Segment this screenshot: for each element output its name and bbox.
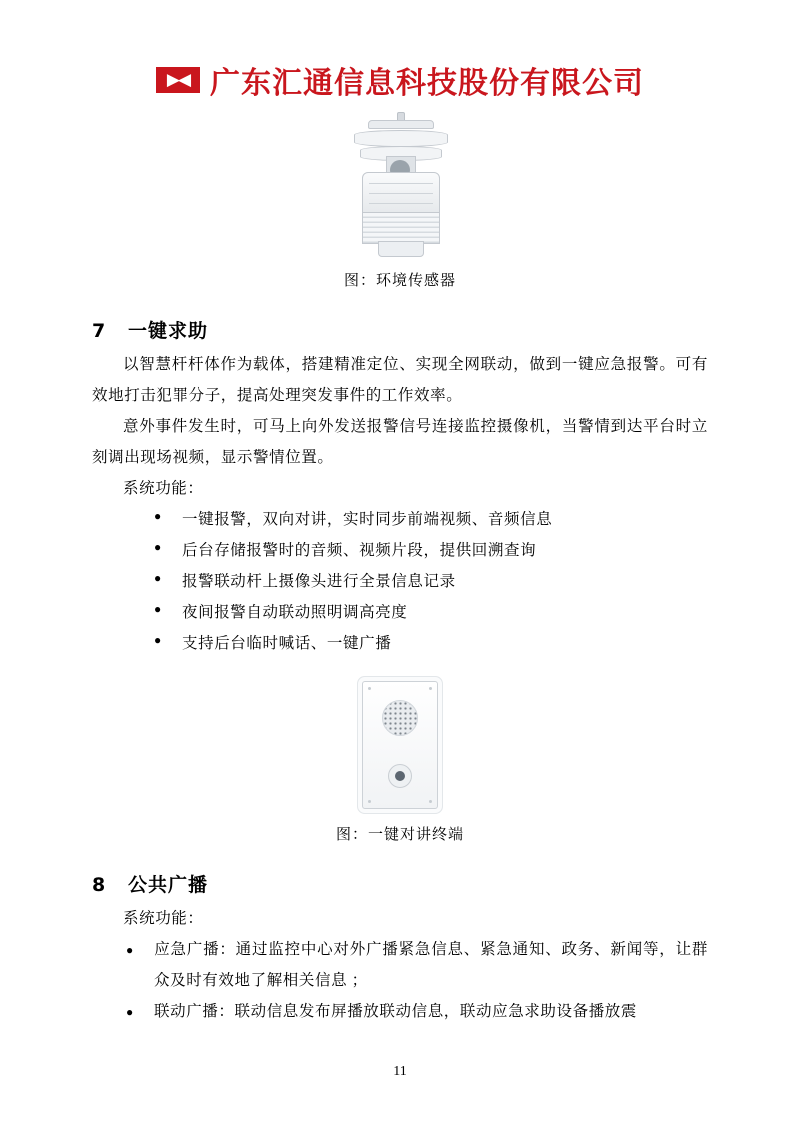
list-item: ● 一键报警，双向对讲，实时同步前端视频、音频信息 bbox=[154, 504, 708, 535]
figure-environment-sensor bbox=[92, 120, 708, 290]
figure-caption-sensor: 图：环境传感器 bbox=[343, 273, 456, 289]
company-name: 广东汇通信息科技股份有限公司 bbox=[210, 66, 644, 101]
environment-sensor-icon bbox=[340, 120, 460, 255]
section-title-7: 一键求助 bbox=[128, 320, 209, 342]
section-8-item-2 bbox=[92, 996, 708, 1027]
page-number: 11 bbox=[393, 1064, 407, 1079]
bullet-icon: ● bbox=[126, 943, 134, 957]
section-7-paragraph-1: 以智慧杆杆体作为载体，搭建精准定位、实现全网联动，做到一键应急报警。可有效地打击犯罪分子，提高处理突发事件的工作效率。 bbox=[92, 356, 708, 404]
section-7-paragraph-2: 意外事件发生时，可马上向外发送报警信号连接监控摄像机，当警情到达平台时立刻调出现场视频，显示警情位置。 bbox=[92, 418, 708, 466]
figure-intercom-terminal bbox=[92, 681, 708, 844]
intercom-terminal-icon bbox=[362, 681, 438, 809]
section-8-item-1 bbox=[92, 934, 708, 996]
list-item: ● 支持后台临时喊话、一键广播 bbox=[154, 628, 708, 659]
section-8-item-1-text: 应急广播：通过监控中心对外广播紧急信息、紧急通知、政务、新闻等，让群众及时有效地了解相关信息 ； bbox=[154, 941, 708, 989]
speaker-grille-icon bbox=[382, 700, 418, 736]
section-8-item-2-text: 联动广播：联动信息发布屏播放联动信息，联动应急求助设备播放震 bbox=[154, 1003, 638, 1020]
section-title-8: 公共广播 bbox=[128, 874, 209, 896]
company-logo-mark-icon bbox=[156, 67, 200, 93]
list-item: ● 夜间报警自动联动照明调高亮度 bbox=[154, 597, 708, 628]
section-heading-7 bbox=[92, 316, 708, 343]
section-number-7: 7 bbox=[92, 320, 107, 342]
call-button-icon bbox=[388, 764, 412, 788]
section-8-feature-label: 系统功能： bbox=[123, 910, 204, 927]
figure-caption-intercom: 图：一键对讲终端 bbox=[335, 827, 464, 843]
section-7-feature-list bbox=[92, 504, 708, 659]
section-7-feature-label: 系统功能： bbox=[123, 480, 204, 497]
logo-glyph: ▶◀ bbox=[166, 69, 190, 90]
bullet-icon: ● bbox=[126, 1005, 134, 1019]
list-item: ● 后台存储报警时的音频、视频片段，提供回溯查询 bbox=[154, 535, 708, 566]
section-number-8: 8 bbox=[92, 874, 107, 896]
list-item: ● 报警联动杆上摄像头进行全景信息记录 bbox=[154, 566, 708, 597]
section-heading-8 bbox=[92, 870, 708, 897]
company-header bbox=[92, 0, 708, 102]
